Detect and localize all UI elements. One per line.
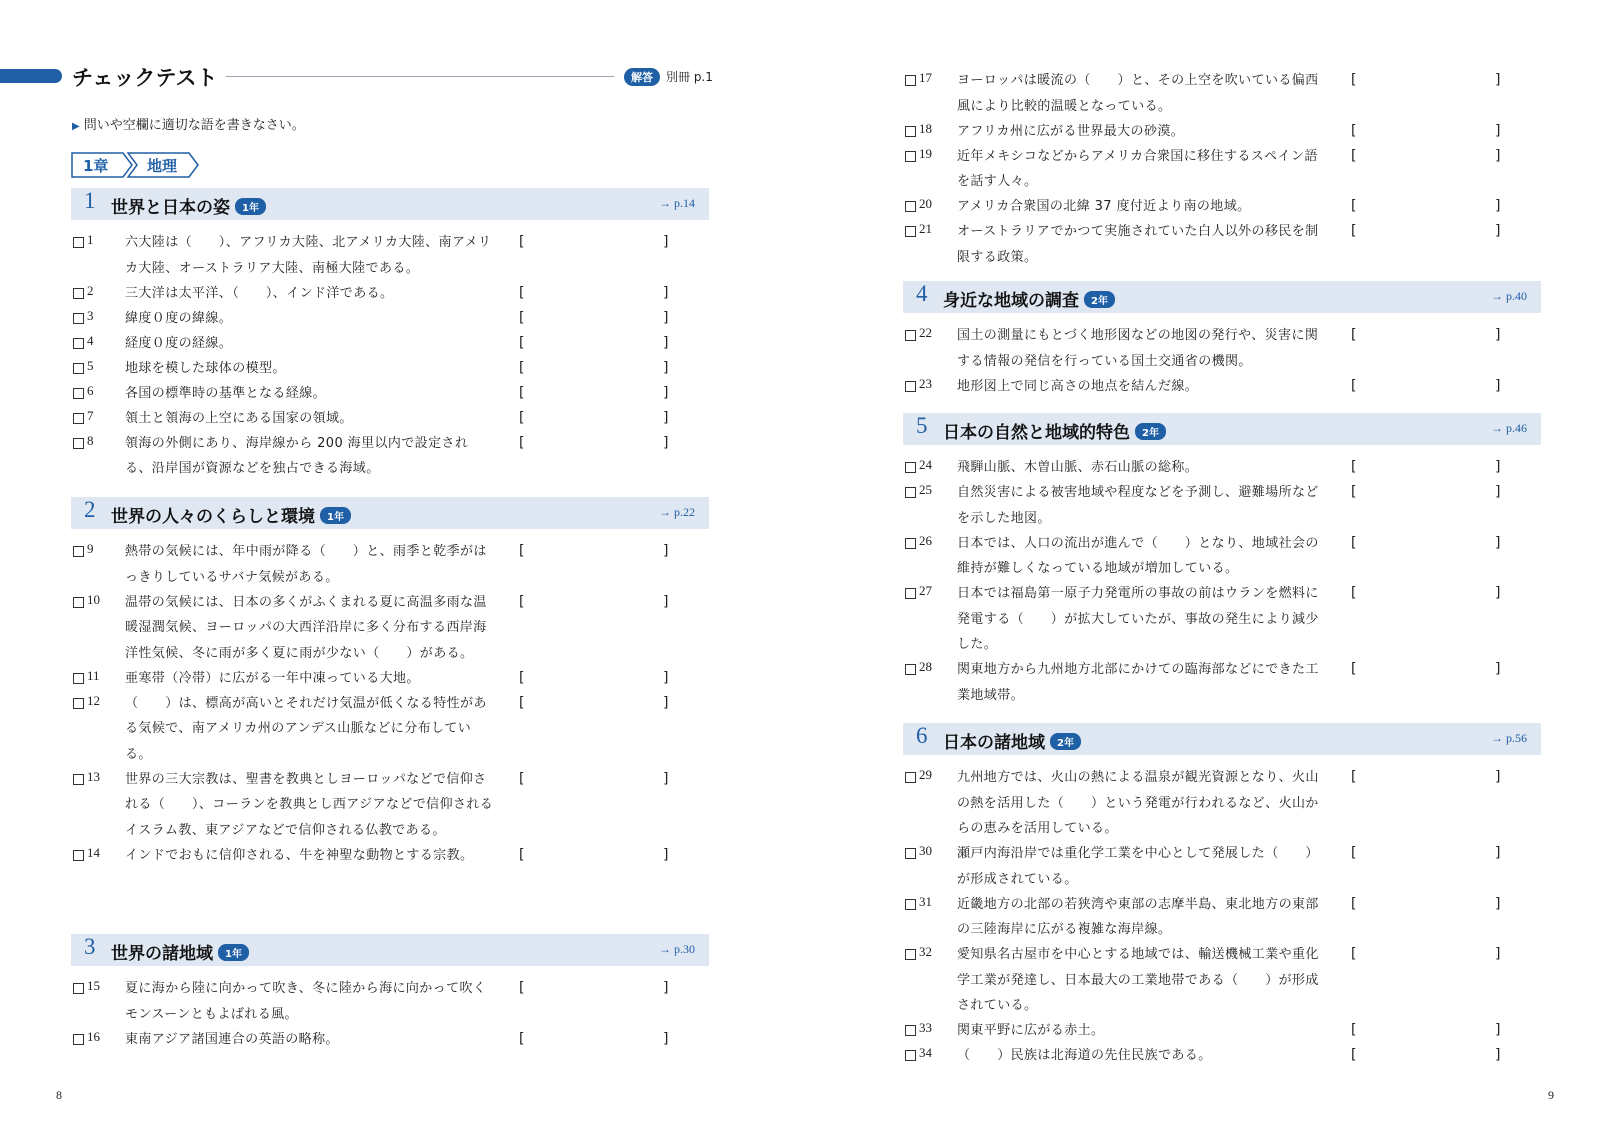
checkbox[interactable] (905, 848, 916, 859)
answer-bracket-open: [ (519, 770, 525, 787)
question-number: 14 (87, 844, 100, 860)
question-row (71, 431, 709, 482)
grade-badge: 1年 (320, 507, 351, 524)
answer-bracket-close: ] (663, 359, 669, 376)
section-title-text: 世界の人々のくらしと環境 (111, 507, 315, 527)
answer-bracket-open: [ (1351, 377, 1357, 394)
question-number: 15 (87, 978, 100, 993)
question-text: （ ）は、標高が高いとそれだけ気温が低くなる特性がある気候で、南アメリカ州のアンデス山脈などに分布している。 (125, 695, 487, 762)
question-list (903, 323, 1541, 399)
answer-bracket-open: [ (1351, 198, 1357, 214)
section-title-text: 世界の諸地域 (111, 944, 213, 964)
answer-bracket-open: [ (1351, 147, 1357, 164)
question-number: 19 (919, 145, 932, 161)
question-row (71, 767, 709, 843)
question-text: 日本では福島第一原子力発電所の事故の前はウランを燃料に発電する（ ）が拡大していたが、事故の発生により減少した。 (957, 586, 1319, 652)
question-row (903, 942, 1541, 1018)
question-list (903, 765, 1541, 1068)
section-title (111, 193, 266, 218)
question-number: 17 (919, 70, 932, 85)
page-reference: → p.56 (1491, 731, 1527, 745)
question-row (903, 841, 1541, 892)
question-text: オーストラリアでかつて実施されていた白人以外の移民を制限する政策。 (957, 224, 1319, 265)
section-5 (903, 413, 1541, 708)
answer-bracket-open: [ (1351, 223, 1357, 239)
question-row (903, 1043, 1541, 1068)
checkbox[interactable] (905, 201, 916, 212)
page-title: チェックテスト (72, 66, 218, 90)
section-header (903, 723, 1541, 755)
question-text: 緯度０度の緯線。 (125, 310, 233, 326)
section-1 (71, 188, 709, 481)
triangle-bullet-icon: ▶ (72, 121, 80, 132)
right-page (800, 0, 1600, 1131)
question-row (71, 843, 709, 868)
answer-bracket-close: ] (1495, 198, 1501, 214)
answer-bracket-open: [ (519, 593, 525, 610)
question-row (903, 374, 1541, 399)
answer-bracket-close: ] (1495, 377, 1501, 394)
answer-bracket-open: [ (519, 1030, 525, 1047)
question-number: 9 (87, 541, 94, 556)
question-text: 亜寒帯（冷帯）に広がる一年中凍っている大地。 (125, 670, 420, 686)
question-text: （ ）民族は北海道の先住民族である。 (957, 1048, 1212, 1063)
checkbox[interactable] (73, 698, 84, 709)
answer-bracket-close: ] (663, 334, 669, 351)
checkbox[interactable] (73, 1034, 84, 1045)
question-text: アフリカ州に広がる世界最大の砂漠。 (957, 123, 1185, 139)
section-number: 4 (916, 281, 928, 306)
section-title-text: 身近な地域の調査 (943, 291, 1079, 311)
checkbox[interactable] (905, 462, 916, 473)
answer-bracket-open: [ (1351, 946, 1357, 962)
section-3 (71, 934, 709, 1052)
checkbox[interactable] (73, 983, 84, 994)
section-title-text: 日本の諸地域 (943, 733, 1045, 753)
checkbox[interactable] (73, 388, 84, 399)
checkbox[interactable] (905, 126, 916, 137)
question-text: 経度０度の経線。 (125, 335, 233, 351)
section-title (111, 502, 351, 527)
section-title-text: 日本の自然と地域的特色 (943, 423, 1130, 443)
question-text: 愛知県名古屋市を中心とする地域では、輸送機械工業や重化学工業が発達し、日本最大の工業地帯である（ ）が形成されている。 (957, 947, 1319, 1013)
answer-bracket-close: ] (663, 543, 669, 559)
section-6 (903, 723, 1541, 1068)
section-number: 6 (916, 723, 928, 748)
checkbox[interactable] (905, 75, 916, 86)
page-reference: → p.46 (1491, 421, 1527, 435)
question-row (71, 590, 709, 666)
question-row (71, 356, 709, 381)
question-number: 21 (919, 221, 932, 236)
checkbox[interactable] (905, 330, 916, 341)
answer-bracket-close: ] (663, 846, 669, 863)
section-number: 3 (84, 934, 96, 959)
answer-bracket-close: ] (663, 694, 669, 711)
grade-badge: 2年 (1135, 423, 1166, 440)
answer-bracket-close: ] (1495, 585, 1501, 601)
checkbox[interactable] (73, 338, 84, 349)
checkbox[interactable] (73, 413, 84, 424)
chapter-subject-tab (127, 152, 199, 178)
question-row (903, 1018, 1541, 1043)
question-text: 近年メキシコなどからアメリカ合衆国に移住するスペイン語を話す人々。 (957, 148, 1318, 189)
checkbox[interactable] (905, 226, 916, 237)
answer-bracket-close: ] (1495, 1047, 1501, 1063)
question-text: 熱帯の気候には、年中雨が降る（ ）と、雨季と乾季がはっきりしているサバナ気候がある。 (125, 544, 487, 585)
checkbox[interactable] (905, 538, 916, 549)
question-number: 24 (919, 457, 932, 472)
section-2 (71, 497, 709, 868)
answer-reference: 別冊 p.1 (666, 70, 713, 84)
answer-bracket-open: [ (1351, 661, 1357, 677)
section-number: 2 (84, 497, 96, 522)
question-list (71, 539, 709, 868)
question-number: 28 (919, 659, 932, 674)
answer-bracket-close: ] (1495, 484, 1501, 500)
answer-badge: 解答 (624, 68, 660, 86)
question-number: 10 (87, 591, 100, 607)
question-number: 27 (919, 583, 932, 598)
question-row (903, 531, 1541, 582)
answer-bracket-open: [ (1351, 327, 1357, 343)
question-number: 22 (919, 325, 932, 340)
question-text: 国土の測量にもとづく地形図などの地図の発行や、災害に関する情報の発信を行っている国土交通省の機関。 (957, 328, 1319, 369)
checkbox[interactable] (73, 850, 84, 861)
question-text: 領海の外側にあり、海岸線から 200 海里以内で設定される、沿岸国が資源などを独占できる海域。 (125, 435, 469, 476)
question-number: 32 (919, 944, 932, 959)
question-number: 13 (87, 768, 100, 784)
question-number: 30 (919, 843, 932, 858)
question-text: 地形図上で同じ高さの地点を結んだ線。 (957, 378, 1199, 394)
answer-bracket-open: [ (519, 384, 525, 401)
checkbox[interactable] (73, 438, 84, 449)
answer-bracket-close: ] (1495, 122, 1501, 139)
answer-bracket-close: ] (663, 309, 669, 326)
title-accent-bar (0, 69, 62, 83)
answer-bracket-close: ] (1495, 769, 1501, 785)
question-number: 18 (919, 120, 932, 136)
grade-badge: 2年 (1050, 733, 1081, 750)
answer-bracket-open: [ (519, 980, 525, 996)
page-reference: → p.22 (659, 505, 695, 519)
answer-bracket-open: [ (1351, 484, 1357, 500)
question-number: 7 (87, 407, 94, 423)
answer-bracket-close: ] (663, 234, 669, 250)
question-text: 温帯の気候には、日本の多くがふくまれる夏に高温多雨な温暖湿潤気候、ヨーロッパの大西洋沿岸に多く分布する西岸海洋性気候、冬に雨が多く夏に雨が少ない（ ）がある。 (125, 594, 487, 661)
question-number: 3 (87, 307, 94, 323)
section-title (943, 286, 1115, 311)
section-4 (903, 281, 1541, 399)
checkbox[interactable] (73, 774, 84, 785)
question-row (903, 581, 1541, 657)
answer-bracket-close: ] (663, 284, 669, 301)
checkbox[interactable] (905, 151, 916, 162)
answer-bracket-open: [ (1351, 895, 1357, 912)
answer-bracket-open: [ (1351, 534, 1357, 551)
question-number: 20 (919, 196, 932, 211)
instruction (72, 114, 305, 133)
question-row (903, 194, 1541, 219)
instruction-text: 問いや空欄に適切な語を書きなさい。 (83, 118, 305, 133)
question-text: 東南アジア諸国連合の英語の略称。 (125, 1031, 339, 1047)
checkbox[interactable] (73, 363, 84, 374)
question-row (71, 306, 709, 331)
chapter-number-tab (71, 152, 133, 178)
title-divider (226, 76, 614, 77)
question-list (903, 455, 1541, 708)
chapter-number: 1章 (83, 157, 109, 175)
question-number: 33 (919, 1020, 932, 1035)
question-row (71, 691, 709, 767)
answer-bracket-open: [ (1351, 845, 1357, 861)
answer-bracket-open: [ (519, 234, 525, 250)
question-text: 関東地方から九州地方北部にかけての臨海部などにできた工業地域帯。 (957, 662, 1319, 703)
answer-bracket-open: [ (1351, 459, 1357, 475)
answer-bracket-close: ] (1495, 895, 1501, 912)
answer-bracket-open: [ (1351, 1022, 1357, 1038)
answer-bracket-close: ] (663, 1030, 669, 1047)
answer-bracket-close: ] (1495, 1022, 1501, 1038)
grade-badge: 1年 (235, 198, 266, 215)
question-row (71, 539, 709, 590)
question-list (71, 230, 709, 481)
question-number: 11 (87, 667, 100, 683)
answer-bracket-close: ] (1495, 946, 1501, 962)
question-text: 三大洋は太平洋、（ ）、インド洋である。 (125, 285, 394, 301)
answer-bracket-open: [ (519, 846, 525, 863)
question-row (903, 480, 1541, 531)
checkbox[interactable] (73, 288, 84, 299)
section-title (111, 939, 249, 964)
page-reference: → p.40 (1491, 289, 1527, 303)
section-header (71, 188, 709, 220)
section-header (71, 934, 709, 966)
question-list (71, 976, 709, 1052)
question-number: 1 (87, 232, 94, 247)
answer-bracket-open: [ (519, 309, 525, 326)
question-number: 23 (919, 375, 932, 391)
question-number: 6 (87, 382, 94, 398)
question-number: 2 (87, 282, 94, 298)
answer-bracket-open: [ (1351, 585, 1357, 601)
section-title (943, 728, 1081, 753)
answer-bracket-close: ] (663, 409, 669, 426)
answer-bracket-close: ] (663, 669, 669, 686)
question-row (903, 68, 1541, 119)
answer-bracket-open: [ (519, 434, 525, 451)
section-title-text: 世界と日本の姿 (111, 198, 230, 218)
question-number: 31 (919, 893, 932, 909)
answer-bracket-open: [ (519, 284, 525, 301)
answer-bracket-close: ] (1495, 534, 1501, 551)
question-number: 16 (87, 1028, 100, 1044)
checkbox[interactable] (73, 237, 84, 248)
question-number: 26 (919, 532, 932, 548)
answer-bracket-open: [ (519, 669, 525, 686)
section-header (903, 281, 1541, 313)
answer-bracket-open: [ (1351, 122, 1357, 139)
question-row (71, 381, 709, 406)
checkbox[interactable] (73, 546, 84, 557)
question-text: ヨーロッパは暖流の（ ）と、その上空を吹いている偏西風により比較的温暖となっている。 (957, 73, 1319, 114)
answer-bracket-close: ] (1495, 845, 1501, 861)
checkbox[interactable] (905, 949, 916, 960)
page-number-left: 8 (56, 1088, 62, 1102)
page-reference: → p.14 (659, 196, 695, 210)
question-number: 25 (919, 482, 932, 497)
answer-bracket-open: [ (519, 543, 525, 559)
question-text: アメリカ合衆国の北緯 37 度付近より南の地域。 (957, 199, 1251, 214)
answer-bracket-close: ] (663, 384, 669, 401)
section-header (71, 497, 709, 529)
question-row (903, 144, 1541, 195)
question-text: 六大陸は（ ）、アフリカ大陸、北アメリカ大陸、南アメリカ大陸、オーストラリア大陸、南極大陸である。 (125, 235, 492, 276)
checkbox[interactable] (905, 1025, 916, 1036)
answer-bracket-close: ] (1495, 327, 1501, 343)
answer-bracket-open: [ (1351, 769, 1357, 785)
question-number: 12 (87, 692, 100, 708)
question-row (903, 323, 1541, 374)
answer-bracket-close: ] (1495, 223, 1501, 239)
grade-badge: 2年 (1084, 291, 1115, 308)
question-number: 5 (87, 357, 94, 373)
question-text: 夏に海から陸に向かって吹き、冬に陸から海に向かって吹くモンスーンともよばれる風。 (125, 981, 487, 1022)
answer-bracket-close: ] (1495, 459, 1501, 475)
question-text: 関東平野に広がる赤土。 (957, 1023, 1105, 1038)
question-number: 8 (87, 432, 94, 448)
question-text: 瀬戸内海沿岸では重化学工業を中心として発展した（ ）が形成されている。 (957, 846, 1319, 887)
question-text: 日本では、人口の流出が進んで（ ）となり、地域社会の維持が難しくなっている地域が増加している。 (957, 535, 1319, 576)
question-row (71, 230, 709, 281)
question-row (903, 765, 1541, 841)
chapter-subject: 地理 (147, 157, 178, 175)
answer-bracket-close: ] (1495, 661, 1501, 677)
answer-bracket-open: [ (519, 334, 525, 351)
question-text: 九州地方では、火山の熱による温泉が観光資源となり、火山の熱を活用した（ ）という発電が行われるなど、火山からの恵みを活用している。 (957, 770, 1319, 836)
answer-bracket-open: [ (519, 409, 525, 426)
question-row (71, 406, 709, 431)
question-row (903, 892, 1541, 943)
question-text: 世界の三大宗教は、聖書を教典としヨーロッパなどで信仰される（ ）、コーランを教典とし西アジアなどで信仰されるイスラム教、東アジアなどで信仰される仏教である。 (125, 771, 494, 838)
question-row (903, 219, 1541, 270)
checkbox[interactable] (73, 673, 84, 684)
question-row (71, 976, 709, 1027)
checkbox[interactable] (905, 487, 916, 498)
page-number-right: 9 (1548, 1088, 1554, 1102)
question-row (903, 657, 1541, 708)
checkbox[interactable] (73, 313, 84, 324)
checkbox[interactable] (905, 1050, 916, 1061)
answer-bracket-close: ] (663, 593, 669, 610)
answer-bracket-open: [ (519, 359, 525, 376)
question-text: 各国の標準時の基準となる経線。 (125, 385, 327, 401)
question-row (903, 119, 1541, 144)
question-row (71, 281, 709, 306)
answer-bracket-open: [ (1351, 72, 1357, 88)
answer-bracket-close: ] (663, 770, 669, 787)
checkbox[interactable] (905, 381, 916, 392)
checkbox[interactable] (905, 588, 916, 599)
question-text: 飛騨山脈、木曽山脈、赤石山脈の総称。 (957, 460, 1199, 475)
section-title (943, 418, 1166, 443)
answer-bracket-close: ] (1495, 72, 1501, 88)
question-number: 34 (919, 1045, 932, 1060)
grade-badge: 1年 (218, 944, 249, 961)
question-row (71, 666, 709, 691)
checkbox[interactable] (905, 772, 916, 783)
answer-bracket-close: ] (663, 434, 669, 451)
section-header (903, 413, 1541, 445)
checkbox[interactable] (905, 664, 916, 675)
section-number: 1 (84, 188, 96, 213)
question-number: 29 (919, 767, 932, 782)
question-text: 地球を模した球体の模型。 (125, 360, 286, 376)
answer-bracket-close: ] (1495, 147, 1501, 164)
answer-bracket-open: [ (519, 694, 525, 711)
question-row (71, 331, 709, 356)
question-number: 4 (87, 332, 94, 348)
question-list (903, 68, 1541, 270)
page-reference: → p.30 (659, 942, 695, 956)
answer-bracket-open: [ (1351, 1047, 1357, 1063)
question-row (71, 1027, 709, 1052)
question-text: 近畿地方の北部の若狭湾や東部の志摩半島、東北地方の東部の三陸海岸に広がる複雑な海岸線。 (957, 896, 1319, 937)
question-text: 自然災害による被害地域や程度などを予測し、避難場所などを示した地図。 (957, 485, 1319, 526)
question-text: 領土と領海の上空にある国家の領域。 (125, 410, 353, 426)
question-text: インドでおもに信仰される、牛を神聖な動物とする宗教。 (125, 847, 474, 863)
answer-bracket-close: ] (663, 980, 669, 996)
checkbox[interactable] (73, 597, 84, 608)
checkbox[interactable] (905, 899, 916, 910)
question-row (903, 455, 1541, 480)
section-number: 5 (916, 413, 928, 438)
section-3-continued (903, 58, 1541, 270)
